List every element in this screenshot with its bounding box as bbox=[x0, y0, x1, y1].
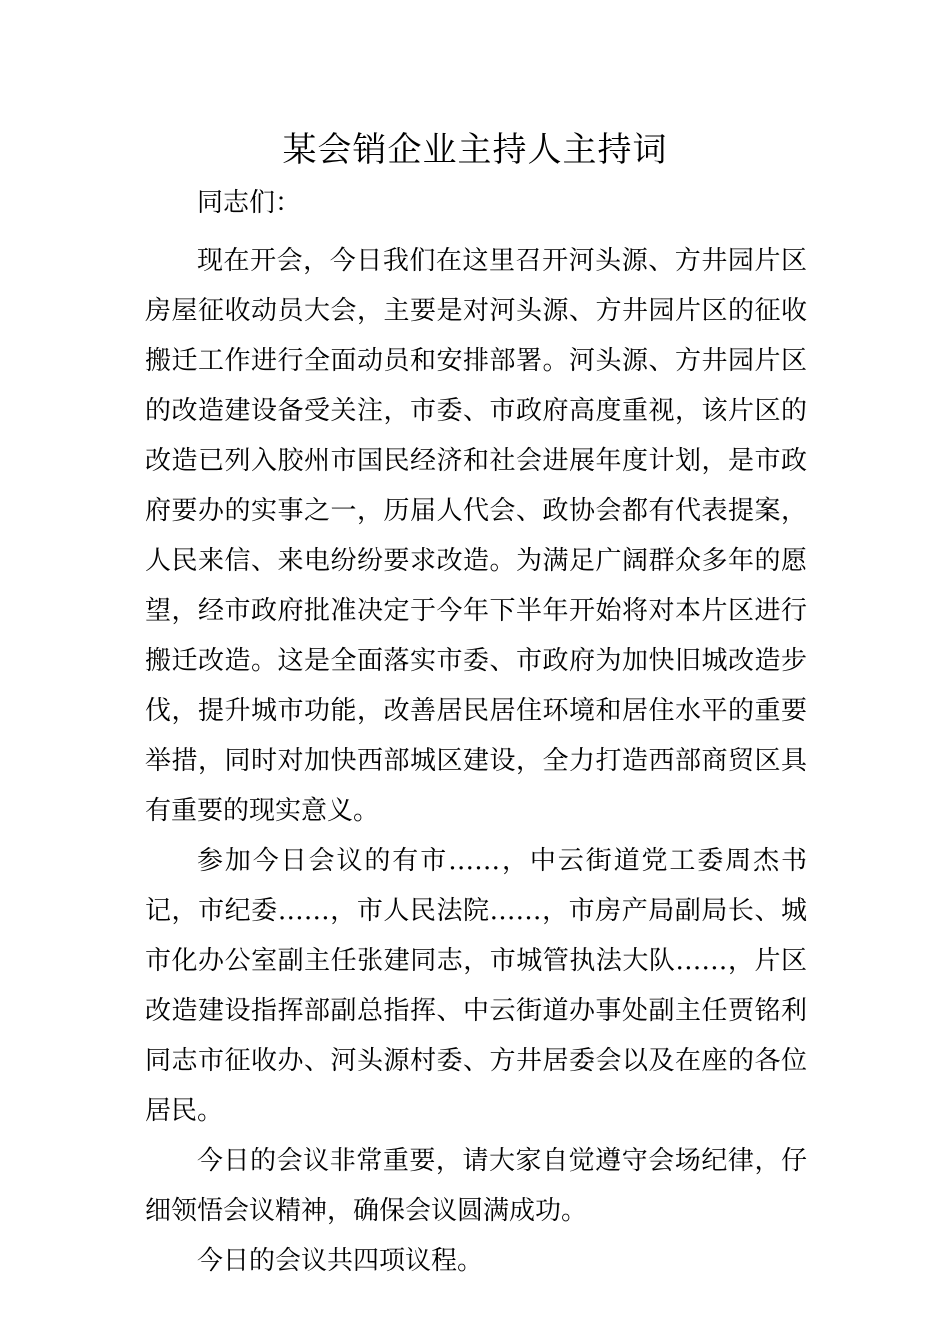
paragraph-agenda: 今日的会议共四项议程。 bbox=[197, 1246, 484, 1276]
document-title: 某会销企业主持人主持词 bbox=[282, 130, 668, 170]
paragraph-attendees: 参加今日会议的有市……，中云街道党工委周杰书记，市纪委……，市人民法院……，市房产局副局长、城市化办公室副主任张建同志，市城管执法大队……，片区改造建设指挥部副总指挥、中云街道办事处副主任贾铭利同志市征收办、河头源村委、方井居委会以及在座的各位居民。 bbox=[145, 846, 807, 1126]
salutation: 同志们： bbox=[197, 188, 302, 218]
paragraph-opening: 现在开会，今日我们在这里召开河头源、方井园片区房屋征收动员大会，主要是对河头源、方井园片区的征收搬迁工作进行全面动员和安排部署。河头源、方井园片区的改造建设备受关注，市委、市政府高度重视，该片区的改造已列入胶州市国民经济和社会进展年度计划，是市政府要办的实事之一，历届人代会、政协会都有代表提案，人民来信、来电纷纷要求改造。为满足广阔群众多年的愿望，经市政府批准决定于今年下半年开始将对本片区进行搬迁改造。这是全面落实市委、市政府为加快旧城改造步伐，提升城市功能，改善居民居住环境和居住水平的重要举措，同时对加快西部城区建设，全力打造西部商贸区具有重要的现实意义。 bbox=[145, 246, 807, 826]
paragraph-discipline: 今日的会议非常重要，请大家自觉遵守会场纪律，仔细领悟会议精神，确保会议圆满成功。 bbox=[145, 1146, 807, 1226]
document-body bbox=[145, 178, 807, 1286]
